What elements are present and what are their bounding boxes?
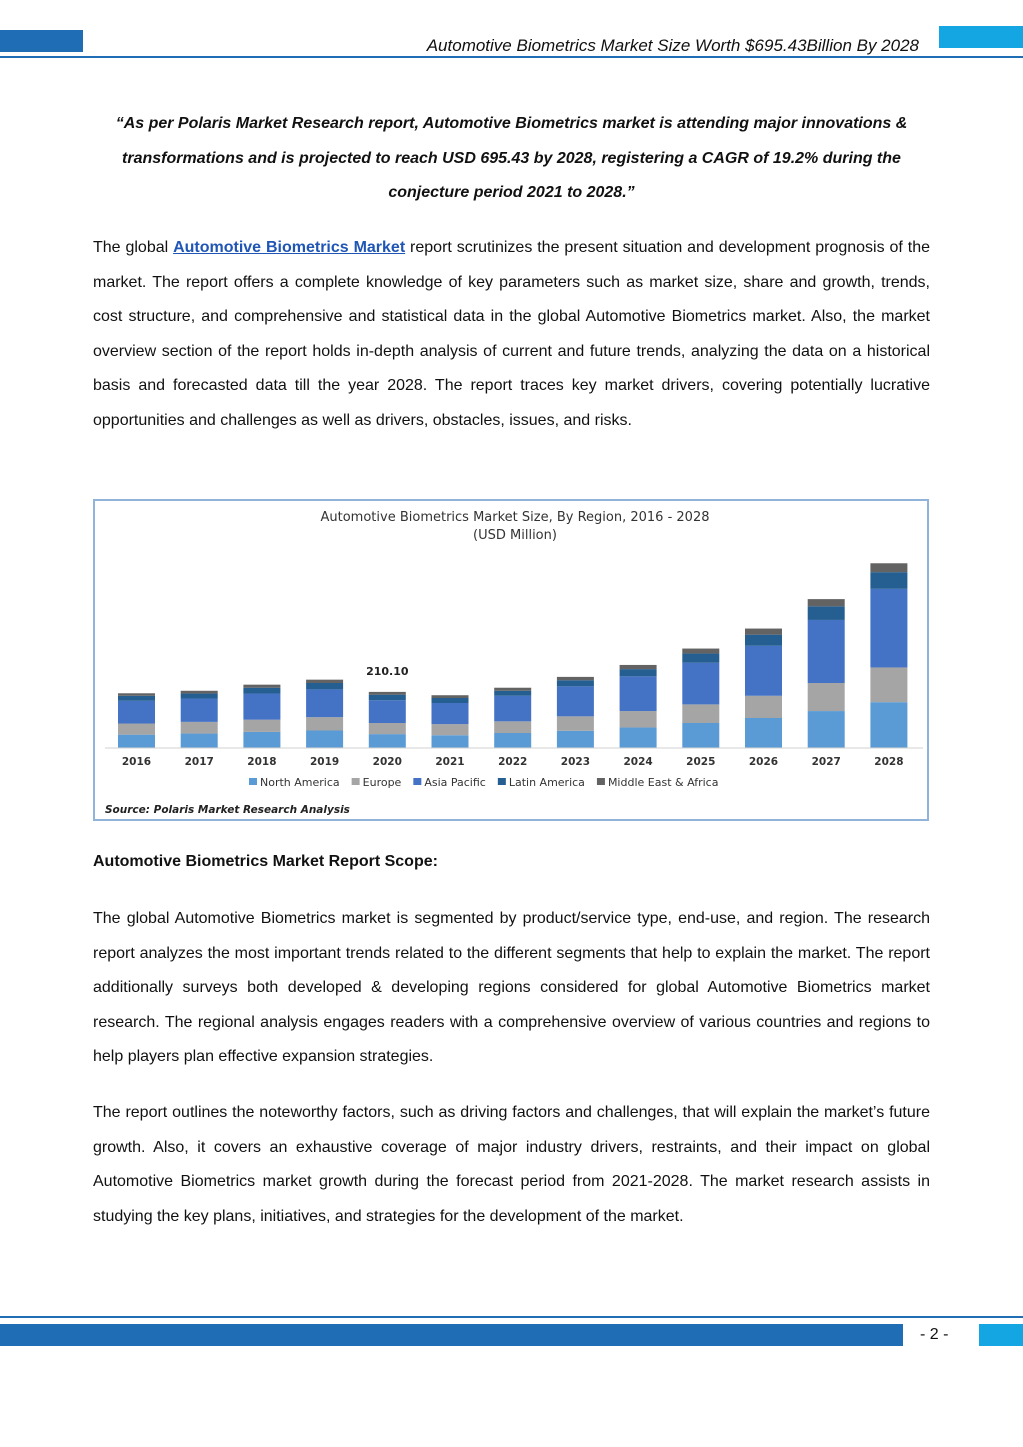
bar-segment-2016-4 <box>118 693 155 696</box>
highlight-quote: “As per Polaris Market Research report, Automotive Biometrics market is attending major innovations & transformations and is projected to reach USD 695.43 by 2028, registering a CAGR of 19.2% during the conjecture period 2021 to 2028.” <box>115 115 908 201</box>
bar-segment-2019-1 <box>306 717 343 730</box>
footer-accent-right <box>979 1324 1023 1346</box>
x-tick-label: 2016 <box>121 756 152 768</box>
bar-segment-2020-4 <box>369 692 406 695</box>
bar-segment-2026-1 <box>745 696 782 718</box>
bar-segment-2028-4 <box>870 563 907 572</box>
x-tick-label: 2024 <box>623 756 653 768</box>
x-tick-label: 2028 <box>874 756 904 768</box>
legend-label: North America <box>260 776 340 789</box>
bar-segment-2024-0 <box>620 727 657 748</box>
bar-segment-2024-2 <box>620 676 657 711</box>
page-header-title: Automotive Biometrics Market Size Worth $695.43Billion By 2028 <box>426 36 919 55</box>
bar-segment-2026-2 <box>745 646 782 696</box>
intro-paragraph <box>93 231 930 439</box>
legend-swatch <box>249 778 257 785</box>
x-tick-label: 2020 <box>372 756 402 768</box>
bar-segment-2018-0 <box>243 732 280 748</box>
market-report-link[interactable]: Automotive Biometrics Market <box>173 239 406 256</box>
legend-label: Middle East & Africa <box>607 776 719 789</box>
chart-canvas <box>95 501 927 819</box>
footer-divider <box>0 1316 1023 1318</box>
x-tick-label: 2026 <box>748 756 779 768</box>
bar-annotation: 210.10 <box>366 664 409 678</box>
bar-segment-2018-3 <box>243 688 280 694</box>
bar-segment-2022-2 <box>494 696 531 722</box>
bar-segment-2020-0 <box>369 734 406 748</box>
bar-segment-2028-3 <box>870 572 907 589</box>
bar-segment-2025-0 <box>682 723 719 748</box>
bar-segment-2028-2 <box>870 589 907 668</box>
bar-segment-2024-4 <box>620 665 657 669</box>
intro-body: report scrutinizes the present situation and development prognosis of the market. The report offers a complete knowledge of key parameters such as market size, share and growth, trends, cost structure, and comprehensive and statistical data in the global Automotive Biometrics market. Also, the market overview section of the report holds in-depth analysis of current and future trends, analyzing the data on a historical basis and forecasted data till the year 2028. The report traces key market drivers, covering potentially lucrative opportunities and challenges as well as drivers, obstacles, issues, and risks. <box>93 239 930 429</box>
scope-paragraph-1: The global Automotive Biometrics market is segmented by product/service type, end-use, and region. The research report analyzes the most important trends related to the different segments that help to explain the market. The report additionally surveys both developed & developing regions considered for global Automotive Biometrics market research. The regional analysis engages readers with a comprehensive overview of various countries and regions to help players plan effective expansion strategies. <box>93 910 930 1066</box>
x-tick-label: 2019 <box>309 756 340 768</box>
bar-segment-2023-1 <box>557 716 594 730</box>
bar-segment-2025-1 <box>682 704 719 723</box>
bar-segment-2024-1 <box>620 711 657 727</box>
chart-title: Automotive Biometrics Market Size, By Region, 2016 - 2028 <box>320 510 710 525</box>
bar-segment-2018-4 <box>243 685 280 688</box>
bar-segment-2026-3 <box>745 635 782 646</box>
bar-segment-2026-0 <box>745 718 782 748</box>
bar-segment-2023-3 <box>557 680 594 686</box>
bar-segment-2027-2 <box>808 620 845 683</box>
bar-segment-2021-0 <box>432 735 469 748</box>
bar-segment-2022-3 <box>494 691 531 696</box>
bar-segment-2019-4 <box>306 680 343 683</box>
bar-segment-2028-0 <box>870 702 907 748</box>
legend-label: Europe <box>362 776 402 789</box>
bar-segment-2016-3 <box>118 696 155 701</box>
bar-segment-2024-3 <box>620 669 657 676</box>
bar-segment-2017-4 <box>181 691 218 694</box>
bar-segment-2026-4 <box>745 629 782 635</box>
bar-segment-2018-2 <box>243 694 280 720</box>
bar-segment-2019-2 <box>306 689 343 717</box>
x-tick-label: 2027 <box>811 756 841 768</box>
x-tick-label: 2023 <box>560 756 591 768</box>
bar-segment-2019-0 <box>306 731 343 749</box>
scope-heading: Automotive Biometrics Market Report Scope: <box>93 853 438 870</box>
page-number: - 2 - <box>920 1326 949 1343</box>
market-size-chart <box>93 499 929 821</box>
legend-label: Latin America <box>508 776 585 789</box>
bar-segment-2021-3 <box>432 698 469 703</box>
bar-segment-2022-0 <box>494 733 531 748</box>
intro-prefix: The global <box>93 239 174 256</box>
bar-segment-2021-1 <box>432 724 469 735</box>
bar-segment-2017-2 <box>181 699 218 722</box>
bar-segment-2023-2 <box>557 686 594 716</box>
chart-subtitle: (USD Million) <box>473 528 557 543</box>
x-tick-label: 2018 <box>247 756 277 768</box>
x-tick-label: 2025 <box>686 756 716 768</box>
bar-segment-2021-2 <box>432 703 469 724</box>
bar-segment-2016-2 <box>118 701 155 724</box>
bar-segment-2021-4 <box>432 695 469 698</box>
bar-segment-2027-3 <box>808 606 845 620</box>
bar-segment-2018-1 <box>243 720 280 732</box>
header-divider <box>0 56 1023 58</box>
legend-swatch <box>413 778 421 785</box>
legend-swatch <box>352 778 360 785</box>
bar-segment-2028-1 <box>870 667 907 702</box>
header-accent-left <box>0 30 83 52</box>
header-accent-right <box>939 26 1023 48</box>
bar-segment-2025-3 <box>682 654 719 663</box>
x-tick-label: 2022 <box>498 756 528 768</box>
x-tick-label: 2021 <box>435 756 465 768</box>
scope-paragraph-2: The report outlines the noteworthy factors, such as driving factors and challenges, that will explain the market’s future growth. Also, it covers an exhaustive coverage of major industry drivers, restraints, and their impact on global Automotive Biometrics market growth during the forecast period from 2021-2028. The market research assists in studying the key plans, initiatives, and strategies for the development of the market. <box>93 1104 930 1225</box>
legend-swatch <box>498 778 506 785</box>
bar-segment-2027-1 <box>808 683 845 711</box>
bar-segment-2027-4 <box>808 599 845 606</box>
bar-segment-2020-2 <box>369 700 406 723</box>
chart-bars <box>118 563 907 748</box>
bar-segment-2016-0 <box>118 735 155 748</box>
chart-legend <box>249 776 718 789</box>
bar-segment-2020-1 <box>369 723 406 734</box>
bar-segment-2016-1 <box>118 724 155 735</box>
bar-segment-2017-1 <box>181 722 218 734</box>
bar-segment-2022-1 <box>494 721 531 733</box>
bar-segment-2027-0 <box>808 711 845 748</box>
bar-segment-2017-3 <box>181 694 218 699</box>
bar-segment-2022-4 <box>494 688 531 691</box>
bar-segment-2025-4 <box>682 649 719 654</box>
legend-label: Asia Pacific <box>424 776 486 789</box>
bar-segment-2023-0 <box>557 731 594 748</box>
bar-segment-2020-3 <box>369 695 406 701</box>
chart-x-ticks <box>122 756 904 768</box>
chart-source: Source: Polaris Market Research Analysis <box>105 804 350 816</box>
footer-accent-left <box>0 1324 903 1346</box>
bar-segment-2025-2 <box>682 663 719 705</box>
x-tick-label: 2017 <box>184 756 214 768</box>
bar-segment-2023-4 <box>557 677 594 680</box>
bar-segment-2017-0 <box>181 734 218 748</box>
bar-segment-2019-3 <box>306 683 343 689</box>
legend-swatch <box>597 778 605 785</box>
